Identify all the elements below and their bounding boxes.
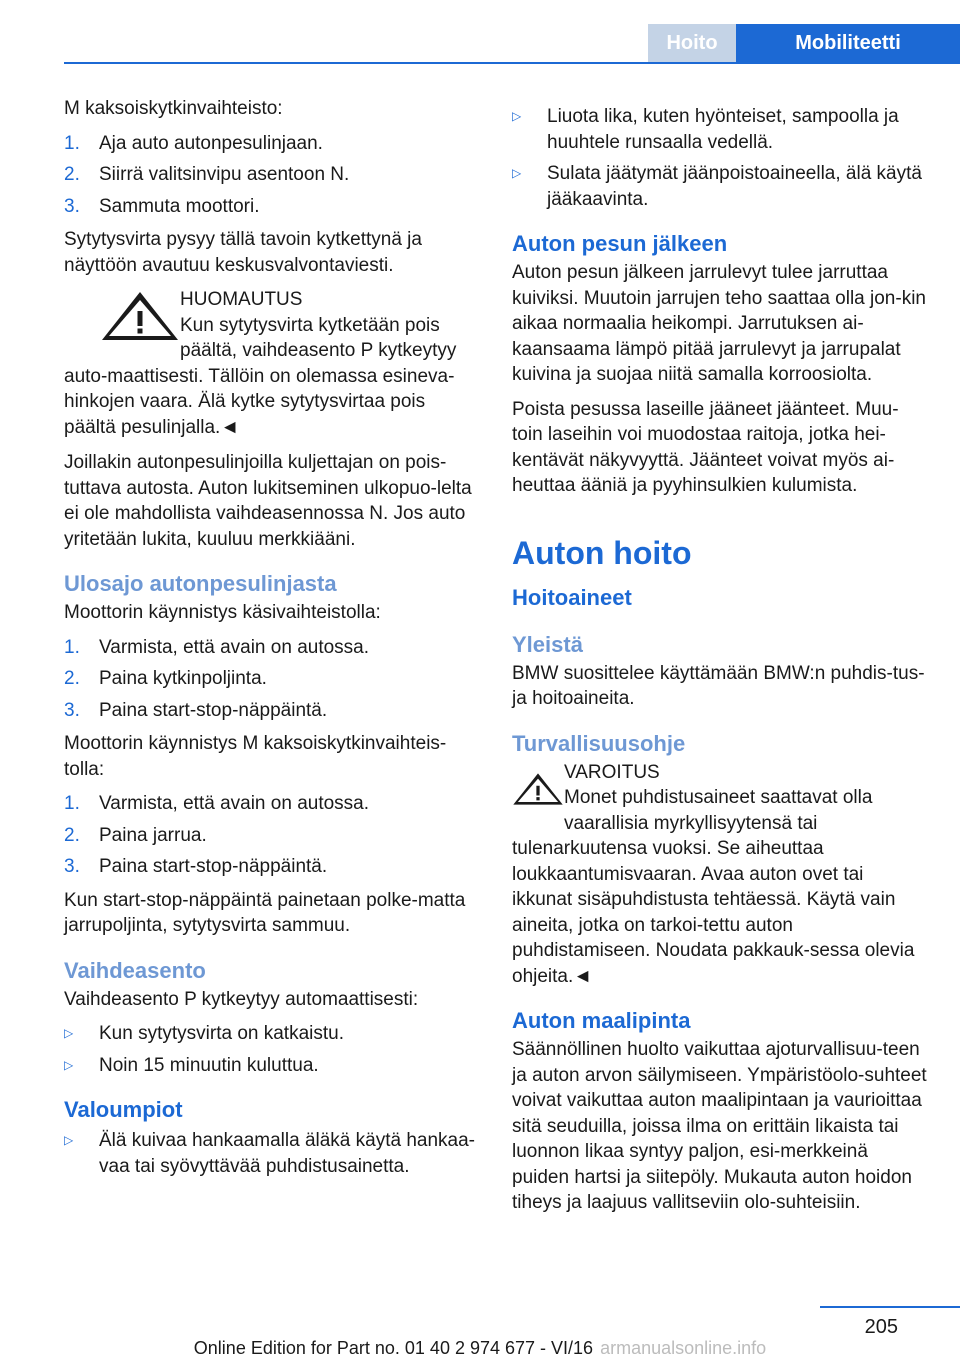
list-item (512, 104, 928, 155)
section-heading-turvallisuusohje: Turvallisuusohje (512, 730, 686, 756)
right-column (512, 96, 928, 1225)
list-item (64, 698, 482, 724)
warning-triangle-icon (512, 762, 564, 816)
section-heading-pesun-jalkeen: Auton pesun jälkeen (512, 231, 728, 256)
list-item (64, 162, 482, 188)
step-number: 1. (64, 132, 80, 154)
paragraph: Moottorin käynnistys M kaksoiskytkinvaihteis‐tolla: (64, 733, 447, 780)
step-text: Varmista, että avain on autossa. (99, 636, 370, 658)
notice-box (64, 287, 482, 440)
paragraph: BMW suosittelee käyttämään BMW:n puhdis‐tus- ja hoitoaineita. (512, 662, 925, 709)
triangle-bullet-icon: ▷ (64, 1057, 74, 1072)
header-tabs (648, 24, 960, 62)
step-number: 2. (64, 668, 80, 689)
edition-text: Online Edition for Part no. 01 40 2 974 677 - VI/16 (193, 1338, 594, 1358)
list-item (64, 635, 482, 661)
list-item (64, 791, 482, 817)
step-text: Varmista, että avain on autossa. (99, 793, 370, 814)
bullet-text: Noin 15 minuutin kuluttua. (99, 1054, 319, 1076)
list-item (64, 854, 482, 880)
list-item (512, 161, 928, 212)
section-heading-yleista: Yleistä (512, 631, 583, 657)
step-text: Paina start-stop-näppäintä. (99, 699, 328, 721)
bullet-text: Sulata jäätymät jäänpoistoaineella, älä käytä jääkaavinta. (547, 163, 922, 210)
headlight-list (64, 1128, 482, 1179)
notice-body: Kun sytytysvirta kytketään pois päältä, vaihdeasento P kytkeytyy auto‐maattisesti. Tällöin on olemassa esineva‐hinkojen vaara. Älä kytke sytytysvirtaa pois päältä pesulinjalla.◄ (64, 314, 457, 438)
warning-triangle-icon (100, 289, 180, 343)
page-number: 205 (864, 1316, 898, 1338)
paragraph: Säännöllinen huolto vaikuttaa ajoturvallisuu‐teen ja auton arvon säilymiseen. Ympäristöolo‐suhteet voivat vaikuttaa auton maalipintaan ja vaurioittaa sitä seuduilla, joissa ilma on erittäin likaista tai luonnon likaa syntyy paljon, esi‐merkkeinä puiden hartsi ja siitepöly. Mukauta auton hoidon tiheys ja laajuus vallitseviin olo‐suhteisiin. (512, 1039, 927, 1213)
list-item (64, 1021, 482, 1047)
wash-steps-list (64, 131, 482, 220)
section-heading-vaihdeasento: Vaihdeasento (64, 957, 206, 983)
step-number: 3. (64, 699, 80, 721)
warning-box (512, 760, 928, 990)
subchapter-title: Hoitoaineet (512, 584, 632, 610)
headlight-list-continued (512, 104, 928, 212)
step-number: 1. (64, 793, 80, 814)
left-column (64, 96, 482, 1187)
paragraph: Auton pesun jälkeen jarrulevyt tulee jarruttaa kuiviksi. Muutoin jarrujen teho saattaa olla jon‐kin aikaa normaalia heikompi. Jarrutuksen ai‐kaansaama lämpö pitää jarrulevyt ja jarrupalat kuivina ja suojaa niitä samalla korroosiolta. (512, 262, 926, 385)
edition-footer (0, 1338, 960, 1359)
step-number: 3. (64, 856, 80, 877)
paragraph: Kun start-stop-näppäintä painetaan polke‐matta jarrupoljinta, sytytysvirta sammuu. (64, 889, 466, 936)
list-item (64, 131, 482, 157)
paragraph: Moottorin käynnistys käsivaihteistolla: (64, 602, 381, 623)
chapter-title: Auton hoito (512, 534, 692, 571)
bullet-text: Kun sytytysvirta on katkaistu. (99, 1023, 344, 1044)
paragraph: Vaihdeasento P kytkeytyy automaattisesti: (64, 988, 419, 1010)
section-heading-maalipinta: Auton maalipinta (512, 1008, 691, 1033)
notice-heading: HUOMAUTUS (180, 289, 303, 310)
bullet-text: Liuota lika, kuten hyönteiset, sampoolla ja huuhtele runsaalla vedellä. (547, 106, 899, 153)
list-item (64, 823, 482, 849)
step-note: Sytytysvirta pysyy tällä tavoin kytkettynä ja näyttöön avautuu keskusvalvontaviesti. (64, 229, 422, 276)
bullet-text: Älä kuivaa hankaamalla äläkä käytä hankaa‐vaa tai syövyttävää puhdistusainetta. (99, 1130, 476, 1177)
step-text: Paina start-stop-näppäintä. (99, 856, 328, 877)
list-item (64, 666, 482, 692)
step-number: 3. (64, 195, 80, 217)
step-number: 2. (64, 164, 80, 185)
list-item (64, 1053, 482, 1079)
paragraph: Poista pesussa laseille jääneet jäänteet. Muu‐toin laseihin voi muodostaa raitoja, jotka hei‐kentävät näkyvyyttä. Jäänteet voivat myös ai‐heuttaa ääniä ja pyyhinsulkien kulumista. (512, 398, 899, 496)
step-number: 1. (64, 636, 80, 658)
warning-heading: VAROITUS (564, 761, 660, 783)
footer-rule (820, 1306, 960, 1308)
gear-position-list (64, 1021, 482, 1078)
triangle-bullet-icon: ▷ (64, 1026, 74, 1040)
list-item (64, 194, 482, 220)
warning-body: Monet puhdistusaineet saattavat olla vaarallisia myrkyllisyytensä tai tulenarkuutensa vuoksi. Se aiheuttaa loukkaantumisvaaran. Avaa auton ovet tai ikkunat sisäpuhdistusta tehtäessä. Käytä vain aineita, jotka on tarkoi‐tettu auton puhdistamiseen. Noudata pakkauk‐sessa olevia ohjeita.◄ (512, 787, 915, 987)
dct-start-steps (64, 791, 482, 880)
triangle-bullet-icon: ▷ (64, 1133, 74, 1147)
intro-text: M kaksoiskytkinvaihteisto: (64, 98, 283, 119)
watermark: armanualsonline.info (600, 1338, 767, 1358)
section-heading-valoumpiot: Valoumpiot (64, 1097, 183, 1122)
tab-hoito[interactable]: Hoito (648, 24, 736, 62)
page-header (0, 0, 960, 62)
manual-start-steps (64, 635, 482, 724)
list-item (64, 1128, 482, 1179)
step-text: Paina kytkinpoljinta. (99, 668, 267, 689)
step-text: Siirrä valitsinvipu asentoon N. (99, 164, 350, 185)
header-rule (64, 62, 960, 64)
step-number: 2. (64, 824, 80, 846)
triangle-bullet-icon: ▷ (512, 109, 522, 123)
step-text: Paina jarrua. (99, 824, 207, 846)
step-text: Sammuta moottori. (99, 195, 260, 217)
step-text: Aja auto autonpesulinjaan. (99, 132, 323, 154)
paragraph: Joillakin autonpesulinjoilla kuljettajan on pois‐tuttava autosta. Auton lukitseminen ulkopuo‐lelta ei ole mahdollista vaihdeasennossa N. Jos auto yritetään lukita, kuuluu merkkiääni. (64, 452, 472, 550)
section-heading-ulosajo: Ulosajo autonpesulinjasta (64, 571, 337, 596)
triangle-bullet-icon: ▷ (512, 166, 522, 180)
tab-mobiliteetti[interactable]: Mobiliteetti (736, 24, 960, 62)
